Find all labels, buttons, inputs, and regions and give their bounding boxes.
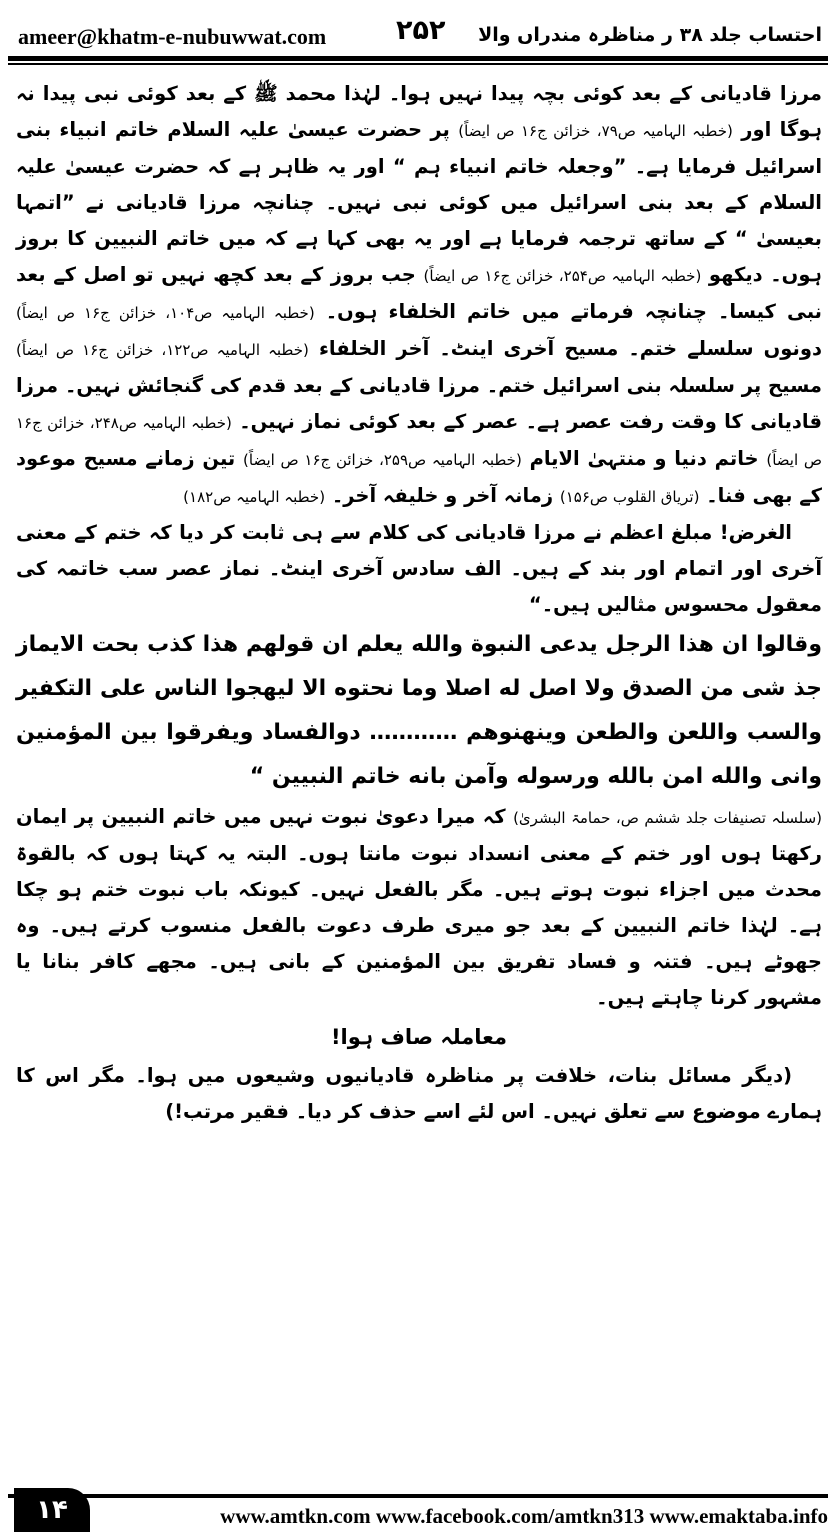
text-segment: کہ میرا دعویٰ نبوت نہیں میں خاتم النبیین پر ایمان رکھتا ہوں اور ختم کے معنی انسداد نبوت مانتا ہوں۔ البتہ یہ کہتا ہوں کہ بالقوۃ محدث میں اجزاء نبوت ہوتے ہیں۔ مگر بالفعل نہیں۔ کیونکہ باب نبوت ختم ہو چکا ہے۔ لہٰذا خاتم النبیین کے بعد جو میری طرف دعوت بالفعل منسوب کرتے ہیں۔ وہ جھوٹے ہیں۔ فتنہ و فساد تفریق بین المؤمنین کے بانی ہیں۔ مجھے کافر بنانا یا مشہور کرنا چاہتے ہیں۔ [16,805,822,1009]
text-segment: مسیح پر سلسلہ بنی اسرائیل ختم۔ مرزا قادیانی کے بعد قدم کی گنجائش نہیں۔ مرزا قادیانی کا وقت رفت عصر ہے۔ عصر کے بعد کوئی نماز نہیں۔ [16,374,822,433]
footer-website-links: www.amtkn.com www.facebook.com/amtkn313 www.emaktaba.info [220,1504,828,1528]
text-segment: دونوں سلسلے ختم۔ مسیح آخری اینٹ۔ آخر الخلفاء [308,337,822,360]
page-header [8,10,828,50]
header-email: ameer@khatm-e-nubuwwat.com [18,24,327,49]
arabic-quotation: وقالوا ان هذا الرجل يدعى النبوة والله يعلم ان قولهم هذا كذب بحت الايماز جذ شى من الصدق ولا اصل له اصلا وما نحتوه الا ليهجوا الناس على التكفير والسب واللعن والطعن وينهنوهم ………… دوالفساد ويفرقوا بين المؤمنين وانى والله امن بالله ورسوله وآمن بانه خاتم النبيين “ [16,632,822,789]
header-rule-thin [8,63,828,65]
citation: (سلسلہ تصنیفات جلد ششم ص، حمامۃ البشریٰ) [513,809,822,827]
paragraph-evidence [16,76,822,515]
paragraph-translation [16,799,822,1016]
section-heading: معاملہ صاف ہوا! [330,1025,508,1049]
citation: (خطبہ الہامیہ ص۲۴۸، خزائن ج۱۶ ص ایضاً) [16,414,823,469]
header-page-number: ۲۵۲ [396,15,446,46]
footer-page-number: ۱۴ [14,1488,90,1532]
paragraph-conclusion: الغرض! مبلغ اعظم نے مرزا قادیانی کی کلام سے ہی ثابت کر دیا کہ ختم کے معنی آخری اور اتمام اور بند کے ہیں۔ الف سادس آخری اینٹ۔ نماز عصر سب خاتمہ کی معقول محسوس مثالیں ہیں۔“ [16,521,822,616]
citation: (تریاق القلوب ص۱۵۶) [559,488,700,506]
text-segment: زمانہ آخر و خلیفہ آخر۔ [325,484,560,507]
citation: (خطبہ الہامیہ ص۱۰۴، خزائن ج۱۶ ص ایضاً) [16,304,315,322]
header-book-title: احتساب جلد ۳۸ ر مناظرہ مندراں والا [478,24,822,46]
text-segment: پر حضرت عیسیٰ علیہ السلام خاتم انبیاء بنی اسرائیل فرمایا ہے۔ ”وجعلہ خاتم انبیاء ہم “ اور یہ ظاہر ہے کہ حضرت عیسیٰ علیہ السلام کے بعد بنی اسرائیل میں کوئی نبی نہیں۔ چنانچہ مرزا قادیانی نے ”اتمہا بعیسیٰ “ کے ساتھ ترجمہ فرمایا ہے اور یہ بھی کہا ہے کہ میں خاتم النبیین کا بروز ہوں۔ دیکھو [16,118,822,286]
paragraph-editor-note: (دیگر مسائل بنات، خلافت پر مناظرہ قادیانیوں وشیعوں میں ہوا۔ مگر اس کا ہمارے موضوع سے تعلق نہیں۔ اس لئے اسے حذف کر دیا۔ فقیر مرتب!) [16,1064,822,1123]
text-segment: تین زمانے مسیح موعود کے بھی فنا۔ [16,447,822,507]
citation: (خطبہ الہامیہ ص۷۹، خزائن ج۱۶ ص ایضاً) [458,122,733,140]
page-footer [8,1494,828,1532]
text-segment: خاتم دنیا و منتہیٰ الایام [521,447,767,470]
text-segment: جب بروز کے بعد کچھ نہیں تو اصل کے بعد نبی کیسا۔ چنانچہ فرماتے میں خاتم الخلفاء ہوں۔ [16,263,822,323]
citation: (خطبہ الہامیہ ص۲۵۴، خزائن ج۱۶ ص ایضاً) [423,267,702,285]
text-segment: مرزا قادیانی کے بعد کوئی بچہ پیدا نہیں ہوا۔ لہٰذا محمد ﷺ کے بعد کوئی نبی پیدا نہ ہوگا اور [16,82,822,141]
citation: (خطبہ الہامیہ ص۱۲۲، خزائن ج۱۶ ص ایضاً) [16,341,309,359]
citation: (خطبہ الہامیہ ص۱۸۲) [183,488,326,506]
header-rule-thick [8,56,828,61]
page-body [16,76,822,1130]
citation: (خطبہ الہامیہ ص۲۵۹، خزائن ج۱۶ ص ایضاً) [243,451,522,469]
footer-rule [8,1494,828,1498]
